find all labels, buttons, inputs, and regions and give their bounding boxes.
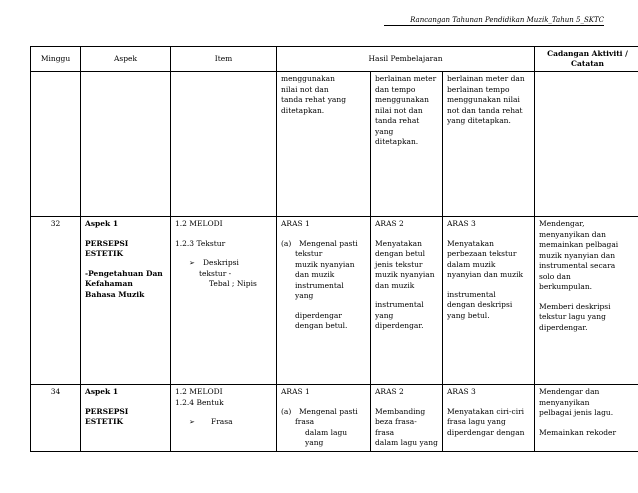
cell-cont-aras3: berlainan meter dan berlainan tempo menggunakan nilai not dan tanda rehat yang ditetapkan. <box>443 72 535 217</box>
table-header-row <box>31 47 638 72</box>
arrow-bullet-icon: ➢ <box>189 259 195 267</box>
cell-cadangan: Mendengar dan menyanyikan pelbagai jenis lagu. Memainkan rekoder <box>535 385 638 452</box>
cell-aras2: ARAS 2 Menyatakan dengan betul jenis tekstur muzik nyanyian dan muzik instrumental yang diperdengar. <box>371 217 443 385</box>
document-header: Rancangan Tahunan Pendidikan Muzik_Tahun 5_SKTC <box>384 16 604 26</box>
cell-aras3: ARAS 3 Menyatakan perbezaan tekstur dalam muzik nyanyian dan muzik instrumental dengan deskripsi yang betul. <box>443 217 535 385</box>
cell-cont-aras1: menggunakan nilai not dan tanda rehat yang ditetapkan. <box>277 72 371 217</box>
cell-aras1: ARAS 1 (a) Mengenal pasti tekstur muzik nyanyian dan muzik instrumental yang diperdengar dengan betul. <box>277 217 371 385</box>
cell-cadangan-empty <box>535 72 638 217</box>
arrow-bullet-icon: ➢ <box>189 418 195 426</box>
col-header-hasil: Hasil Pembelajaran <box>277 47 535 72</box>
cell-minggu: 34 <box>31 385 81 452</box>
col-header-cadangan: Cadangan Aktiviti / Catatan <box>535 47 638 72</box>
cell-aras1: ARAS 1 (a) Mengenal pasti frasa dalam lagu yang <box>277 385 371 452</box>
cell-minggu: 32 <box>31 217 81 385</box>
col-header-item: Item <box>171 47 277 72</box>
cell-aras3: ARAS 3 Menyatakan ciri-ciri frasa lagu yang diperdengar dengan <box>443 385 535 452</box>
cell-cont-aras2: berlainan meter dan tempo menggunakan nilai not dan tanda rehat yang ditetapkan. <box>371 72 443 217</box>
table-row-continuation <box>31 72 638 217</box>
cell-minggu-empty <box>31 72 81 217</box>
cell-aspek-empty <box>81 72 171 217</box>
col-header-minggu: Minggu <box>31 47 81 72</box>
cell-item: 1.2 MELODI 1.2.3 Tekstur ➢ Deskripsi tekstur - Tebal ; Nipis <box>171 217 277 385</box>
col-header-aspek: Aspek <box>81 47 171 72</box>
lesson-plan-table <box>30 46 638 452</box>
cell-item: 1.2 MELODI 1.2.4 Bentuk ➢ Frasa <box>171 385 277 452</box>
cell-item-empty <box>171 72 277 217</box>
cell-cadangan: Mendengar, menyanyikan dan memainkan pelbagai muzik nyanyian dan instrumental secara solo dan berkumpulan. Memberi deskripsi tekstur lagu yang diperdengar. <box>535 217 638 385</box>
table-row-week-32 <box>31 217 638 385</box>
cell-aspek: Aspek 1 PERSEPSI ESTETIK -Pengetahuan Dan Kefahaman Bahasa Muzik <box>81 217 171 385</box>
cell-aras2: ARAS 2 Membanding beza frasa- frasa dalam lagu yang <box>371 385 443 452</box>
table-row-week-34 <box>31 385 638 452</box>
cell-aspek: Aspek 1 PERSEPSI ESTETIK <box>81 385 171 452</box>
